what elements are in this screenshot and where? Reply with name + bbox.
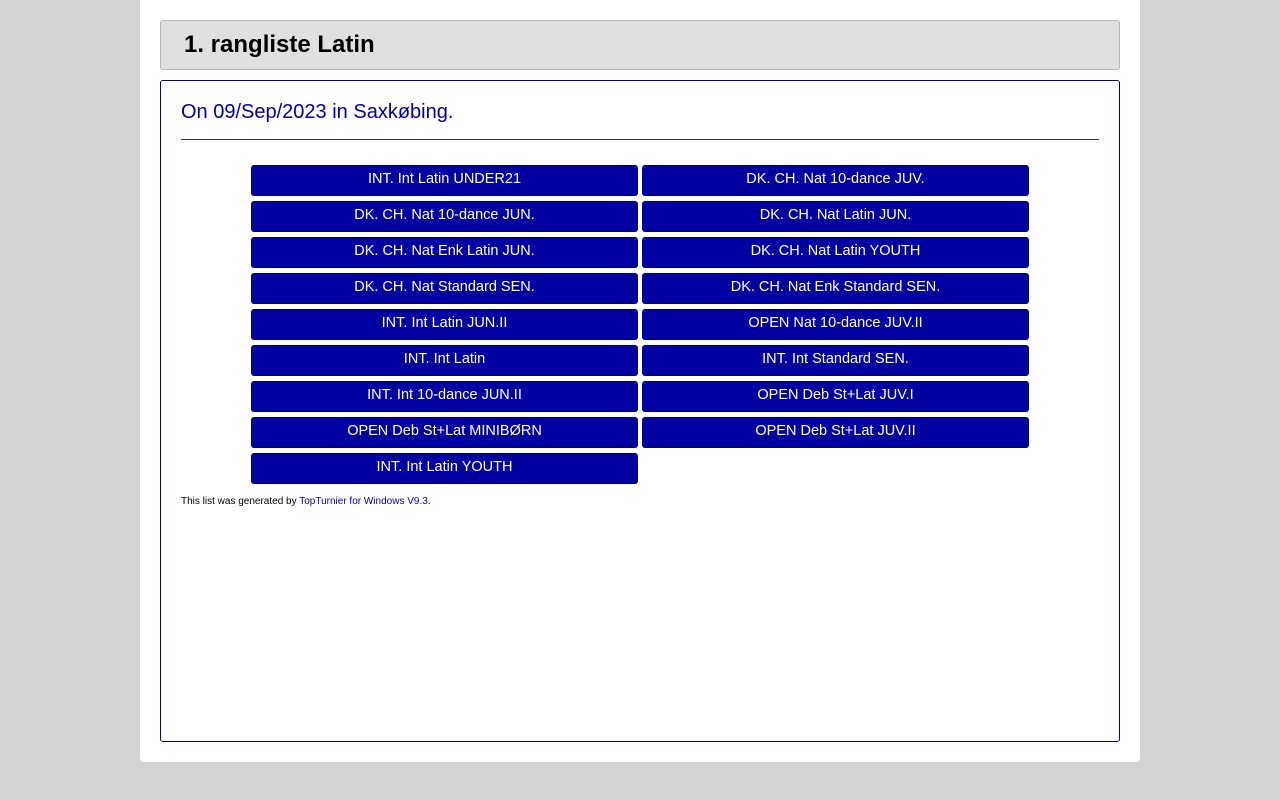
generator-prefix: This list was generated by	[181, 496, 300, 507]
competition-button[interactable]: INT. Int 10-dance JUN.II	[251, 381, 638, 412]
title-bar	[160, 20, 1120, 70]
competition-button[interactable]: OPEN Deb St+Lat MINIBØRN	[251, 417, 638, 448]
competition-button[interactable]: DK. CH. Nat Enk Latin JUN.	[251, 237, 638, 268]
competition-button[interactable]: OPEN Deb St+Lat JUV.II	[642, 417, 1029, 448]
page-title: 1. rangliste Latin	[184, 31, 375, 58]
competition-button[interactable]: INT. Int Latin	[251, 345, 638, 376]
generator-note	[181, 496, 431, 507]
competition-button[interactable]: OPEN Nat 10-dance JUV.II	[642, 309, 1029, 340]
competition-button[interactable]: INT. Int Latin YOUTH	[251, 453, 638, 484]
event-subtitle: On 09/Sep/2023 in Saxkøbing.	[181, 101, 454, 123]
competition-button[interactable]: INT. Int Latin UNDER21	[251, 165, 638, 196]
competition-button[interactable]: DK. CH. Nat Standard SEN.	[251, 273, 638, 304]
generator-suffix: .	[427, 496, 431, 507]
divider	[181, 139, 1099, 140]
competition-button[interactable]: DK. CH. Nat 10-dance JUN.	[251, 201, 638, 232]
content-panel	[160, 80, 1120, 742]
competition-button[interactable]: INT. Int Standard SEN.	[642, 345, 1029, 376]
competition-button[interactable]: INT. Int Latin JUN.II	[251, 309, 638, 340]
competition-grid	[251, 165, 1029, 484]
competition-button[interactable]: DK. CH. Nat Enk Standard SEN.	[642, 273, 1029, 304]
competition-button[interactable]: DK. CH. Nat Latin JUN.	[642, 201, 1029, 232]
page-container	[140, 0, 1140, 762]
competition-button[interactable]: DK. CH. Nat 10-dance JUV.	[642, 165, 1029, 196]
toptournier-link[interactable]: TopTurnier for Windows V9.3	[299, 496, 428, 507]
competition-button[interactable]: OPEN Deb St+Lat JUV.I	[642, 381, 1029, 412]
competition-button[interactable]: DK. CH. Nat Latin YOUTH	[642, 237, 1029, 268]
